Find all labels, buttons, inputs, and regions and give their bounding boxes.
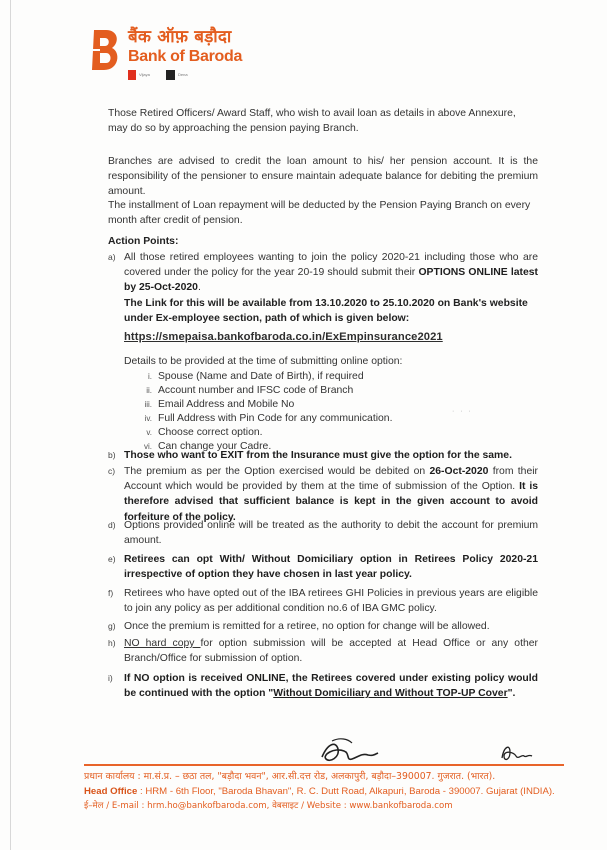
paragraph-loan-eligibility: Those Retired Officers/ Award Staff, who wish to avail loan as details in above Annexure, may do so by approaching the pension paying Branch. — [108, 108, 516, 135]
item-marker: i) — [108, 673, 113, 683]
footer-address-english: Head Office : HRM - 6th Floor, "Baroda Bhavan", R. C. Dutt Road, Alkapuri, Baroda - 390007. Gujarat (INDIA). — [84, 786, 555, 797]
sublist-item: ii. Account number and IFSC code of Branch — [146, 385, 354, 396]
sublist-item: iii. Email Address and Mobile No — [144, 399, 295, 410]
sublist-item: i. Spouse (Name and Date of Birth), if required — [148, 371, 364, 382]
item-marker: e) — [108, 554, 116, 564]
footer-divider — [84, 764, 564, 766]
scan-speck: · · · — [452, 408, 473, 415]
option-submission-link[interactable]: https://smepaisa.bankofbaroda.co.in/ExEmpinsurance2021 — [124, 331, 443, 343]
action-points-heading: Action Points: — [108, 236, 179, 247]
item-d-text: Options provided online will be treated as the authority to debit the account for premium amount. — [124, 520, 538, 547]
vijaya-badge-icon — [128, 70, 136, 80]
item-f-text: Retirees who have opted out of the IBA retirees GHI Policies in previous years are eligible to join any policy as per additional condition no.6 of IBA GMC policy. — [124, 588, 538, 615]
vijaya-badge-label: Vijaya — [139, 72, 150, 77]
item-c-text: The premium as per the Option exercised would be debited on 26-Oct-2020 from their Account which would be provided by them at the time of submission of the Option. It is therefore advised that sufficient balance is kept in the given account to avoid forfeiture of the policy. — [124, 466, 538, 523]
paragraph-installment: The installment of Loan repayment will be deducted by the Pension Paying Branch on every month after credit of pension. — [108, 200, 531, 227]
footer-address-hindi: प्रधान कार्यालय : मा.सं.प्र. – छठा तल, "बड़ौदा भवन", आर.सी.दत्त रोड, अलकापुरी, बड़ौदा–390007. गुजरात. (भारत). — [84, 771, 496, 782]
item-marker: b) — [108, 450, 116, 460]
signature-2-icon — [498, 740, 538, 766]
logo-english-wordmark: Bank of Baroda — [128, 48, 243, 65]
paragraph-branch-advice: Branches are advised to credit the loan amount to his/ her pension account. It is the responsibility of the pensioner to ensure maintain adequate balance for debiting the premium amount. — [108, 156, 538, 198]
logo-hindi-wordmark: बैंक ऑफ़ बड़ौदा — [128, 27, 232, 47]
item-marker: f) — [108, 588, 114, 598]
item-marker: g) — [108, 621, 116, 631]
item-b-text: Those who want to EXIT from the Insurance must give the option for the same. — [124, 450, 512, 461]
bank-logo — [88, 22, 268, 92]
page-edge-line — [10, 0, 11, 850]
sublist-item: iv. Full Address with Pin Code for any communication. — [144, 413, 393, 424]
sublist-item: vi. Can change your Cadre. — [144, 441, 272, 452]
dena-badge-label: Dena — [178, 72, 188, 77]
item-marker: h) — [108, 638, 116, 648]
item-marker: a) — [108, 252, 116, 262]
item-a-text: All those retired employees wanting to join the policy 2020-21 including those who are covered under the policy for the year 20-19 should submit their OPTIONS ONLINE latest by 25-Oct-2020. — [124, 252, 538, 294]
item-marker: d) — [108, 520, 116, 530]
sublist-item: v. Choose correct option. — [146, 427, 263, 438]
baroda-sun-icon — [88, 28, 122, 72]
link-availability-text: The Link for this will be available from 13.10.2020 to 25.10.2020 on Bank's website under Ex-employee section, path of which is given below: — [124, 298, 528, 325]
item-marker: c) — [108, 466, 116, 476]
dena-badge-icon — [166, 70, 175, 80]
item-g-text: Once the premium is remitted for a retiree, no option for change will be allowed. — [124, 621, 490, 632]
footer-contact: ई–मेल / E-mail : hrm.ho@bankofbaroda.com, वेबसाइट / Website : www.bankofbaroda.com — [84, 801, 453, 811]
details-intro: Details to be provided at the time of submitting online option: — [124, 356, 403, 367]
item-i-text: If NO option is received ONLINE, the Retirees covered under existing policy would be continued with the option "Without Domiciliary and Without TOP-UP Cover". — [124, 673, 538, 700]
item-e-text: Retirees can opt With/ Without Domiciliary option in Retirees Policy 2020-21 irrespective of option they have chosen in last year policy. — [124, 554, 538, 581]
item-h-text: NO hard copy for option submission will be accepted at Head Office or any other Branch/Office for submission of option. — [124, 638, 538, 665]
